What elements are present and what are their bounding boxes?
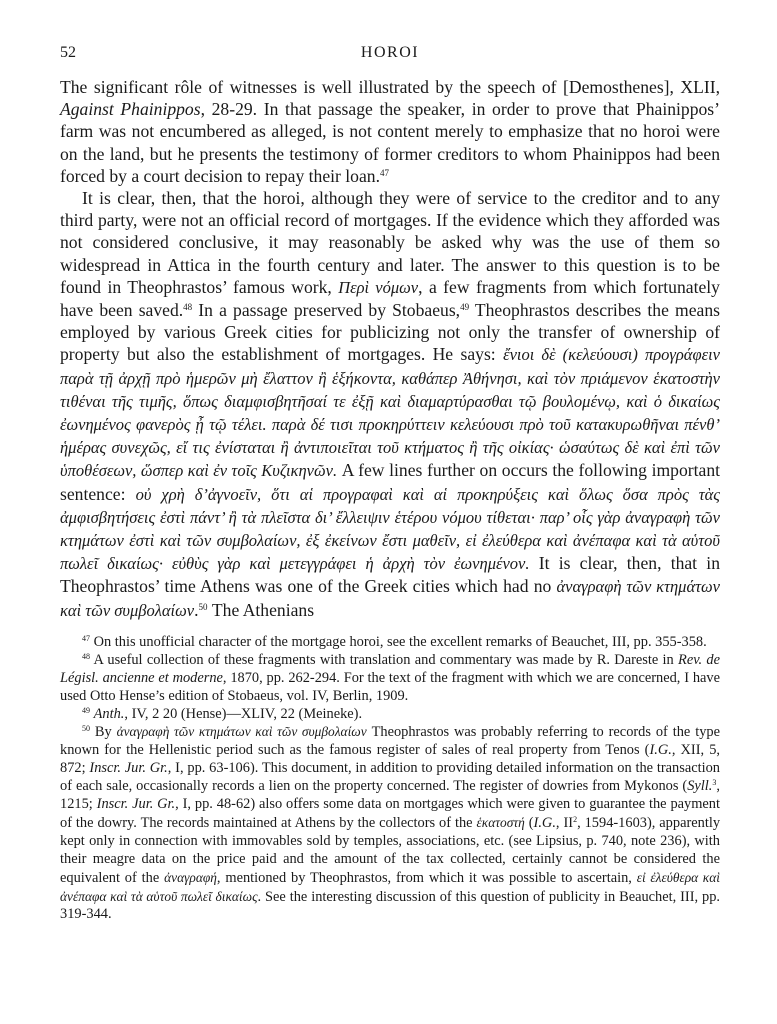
- main-text: [60, 76, 720, 622]
- paragraph-witnesses: The significant rôle of witnesses is well illustrated by the speech of [Demosthenes], XLII, Against Phainippos, 28-29. In that passage the speaker, in order to prove that Phainippos’ farm was not encumbered as alleged, is not content merely to emphasize that no horoi were on the land, but he presents the testimony of former creditors to whom Phainippos had been forced by a court decision to repay their loan.$^{47}$: [60, 77, 721, 186]
- footnote-ref-48: 48: [183, 302, 193, 313]
- footnotes: [60, 634, 720, 925]
- footnote-47: $^{47}$ On this unofficial character of the mortgage horoi, see the excellent remarks of Beauchet, III, pp. 355-358.: [82, 633, 707, 650]
- running-title: HOROI: [360, 44, 420, 61]
- paragraph-theophrastos: It is clear, then, that the horoi, although they were of service to the creditor and to any third party, were not an official record of mortgages. If the evidence which they afforded was not considered conclusive, it may reasonably be asked why was the use of them so widespread in Attica in the fourth century and later. The answer to this question is to be found in Theophrastos’ famous work, Περὶ νόμων, a few fragments from which fortunately have been saved.$^{48}$ In a passage preserved by Stobaeus,$^{49}$ Theophrastos describes the means employed by various Greek cities for publicizing not only the transfer of ownership of property but also the establishment of mortgages. He says: ἔνιοι δὲ (κελεύουσι) προγράφειν παρὰ τῇ ἀρχῇ πρὸ ἡμερῶν μὴ ἔλαττον ἢ ἑξήκοντα, καθάπερ Ἀθήνησι, καὶ τὸν πριάμενον ἑκατοστὴν τιθέναι τῆς τιμῆς, ὅπως διαμφισβητῆσαί τε ἐξῇ καὶ διαμαρτύρασθαι τῷ βουλομένῳ, καὶ ὁ δικαίως ἐωνημένος φανερὸς ᾖ τῷ τέλει. παρὰ δέ τισι προκηρύττειν κελεύουσι πρὸ τοῦ κατακυρωθῆναι πένθ’ ἡμέρας συνεχῶς, εἴ τις ἐνίσταται ἢ ἀντιποιεῖται τοῦ κτήματος ἢ τῆς οἰκίας· ὡσαύτως δὲ καὶ ἐπὶ τῶν ὑποθέσεων, ὥσπερ καὶ ἐν τοῖς Κυζικηνῶν. A few lines further on occurs the following important sentence: οὐ χρὴ δ’ἀγνοεῖν, ὅτι αἱ προγραφαὶ καὶ αἱ προκηρύξεις καὶ ὅλως ὅσα πρὸς τὰς ἀμφισβητήσεις ἐστὶ πάντ’ ἢ τὰ πλεῖστα δι’ ἔλλειψιν ἑτέρου νόμου τίθεται· παρ’ οἷς γὰρ ἀναγραφὴ τῶν κτημάτων ἐστὶ καὶ τῶν συμβολαίων, ἐξ ἐκείνων ἔστι μαθεῖν, εἰ ἐλεύθερα καὶ ἀνέπαφα καὶ τὰ αὑτοῦ πωλεῖ δικαίως· εὐθὺς γὰρ καὶ μετεγγράφει ἡ ἀρχὴ τὸν ἐωνημένον. It is clear, then, that in Theophrastos’ time Athens was one of the Greek cities which had no ἀναγραφὴ τῶν κτημάτων καὶ τῶν συμβολαίων.$^{50}$ The Athenians: [60, 188, 721, 620]
- greek-quotation-1: ἔνιοι δὲ (κελεύουσι) προγράφειν παρὰ τῇ ἀρχῇ πρὸ ἡμερῶν μὴ ἔλαττον ἢ ἑξήκοντα, καθάπερ Ἀθήνησι, καὶ τὸν πριάμενον ἑκατοστὴν τιθέναι τῆς τιμῆς, ὅπως διαμφισβητῆσαί τε ἐξῇ καὶ διαμαρτύρασθαι τῷ βουλομένῳ, καὶ ὁ δικαίως ἐωνημένος φανερὸς ᾖ τῷ τέλει. παρὰ δέ τισι προκηρύττειν κελεύουσι πρὸ τοῦ κατακυρωθῆναι πένθ’ ἡμέρας συνεχῶς, εἴ τις ἐνίσταται ἢ ἀντιποιεῖται τοῦ κτήματος ἢ τῆς οἰκίας· ὡσαύτως δὲ καὶ ἐπὶ τῶν ὑποθέσεων, ὥσπερ καὶ ἐν τοῖς Κυζικηνῶν.: [60, 345, 721, 481]
- greek-phrase: ἀναγραφὴ τῶν κτημάτων καὶ τῶν συμβολαίων: [60, 577, 721, 620]
- footnote-49: $^{49}$ Anth., IV, 2 20 (Hense)—XLIV, 22 (Meineke).: [82, 705, 363, 722]
- footnote-ref-50: 50: [198, 601, 208, 612]
- footnote-50: $^{50}$ By ἀναγραφὴ τῶν κτημάτων καὶ τῶν συμβολαίων Theophrastos was probably referring to records of the type known for the Hellenistic period such as the famous register of sales of real property from Tenos (I.G., XII, 5, 872; Inscr. Jur. Gr., I, pp. 63-106). This document, in addition to providing detailed information on the transaction of each sale, occasionally records a lien on the property concerned. The register of dowries from Mykonos (Syll.$^3$, 1215; Inscr. Jur. Gr., I, pp. 48-62) also offers some data on mortgages which were given to guarantee the payment of the dowry. The records maintained at Athens by the collectors of the ἑκατοστή (I.G., $II^2$, 1594-1603), apparently kept only in connection with immovables sold by temples, associations, etc. (see Lipsius, p. 740, note 236), with their meagre data on the price paid and the amount of the tax collected, certainly cannot be considered the equivalent of the ἀναγραφή, mentioned by Theophrastos, from which it was possible to ascertain, εἰ ἐλεύθερα καὶ ἀνέπαφα καὶ τὰ αὑτοῦ πωλεῖ δικαίως. See the interesting discussion of this question of publicity in Beauchet, III, pp. 319-344.: [60, 724, 721, 923]
- footnote-ref-47: 47: [380, 167, 389, 178]
- greek-quotation-2: οὐ χρὴ δ’ἀγνοεῖν, ὅτι αἱ προγραφαὶ καὶ αἱ προκηρύξεις καὶ ὅλως ὅσα πρὸς τὰς ἀμφισβητήσεις ἐστὶ πάντ’ ἢ τὰ πλεῖστα δι’ ἔλλειψιν ἑτέρου νόμου τίθεται· παρ’ οἷς γὰρ ἀναγραφὴ τῶν κτημάτων ἐστὶ καὶ τῶν συμβολαίων, ἐξ ἐκείνων ἔστι μαθεῖν, εἰ ἐλεύθερα καὶ ἀνέπαφα καὶ τὰ αὑτοῦ πωλεῖ δικαίως· εὐθὺς γὰρ καὶ μετεγγράφει ἡ ἀρχὴ τὸν ἐωνημένον.: [60, 484, 720, 574]
- book-page: [60, 44, 720, 924]
- page-header: [60, 44, 720, 70]
- footnote-ref-49: 49: [460, 302, 470, 313]
- footnote-48: $^{48}$ A useful collection of these fragments with translation and commentary was made by R. Dareste in Rev. de Législ. ancienne et moderne, 1870, pp. 262-294. For the text of the fragment with which we are concerned, I have used Otto Hense’s edition of Stobaeus, vol. IV, Berlin, 1909.: [60, 651, 720, 704]
- page-number: 52: [60, 44, 76, 61]
- greek-title: Περὶ νόμων: [338, 277, 419, 297]
